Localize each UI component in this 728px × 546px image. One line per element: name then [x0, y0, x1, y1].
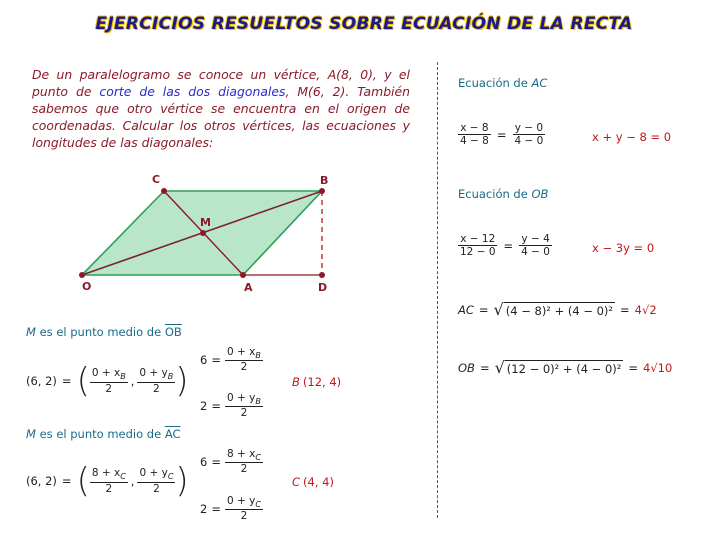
midpoint-m	[200, 230, 206, 236]
line-equation-ob: $\frac{x - 12}{12 - 0}$ = $\frac{y - 4}{4 - 0}$	[460, 233, 550, 258]
label-m: M	[200, 216, 211, 229]
label-a: A	[244, 281, 253, 294]
vertex-o	[79, 272, 85, 278]
intro-text-2: , M(6, 2). También sabemos que otro vértice se encuentra en el origen de coordenadas. Calcular los otros vértices, las ecuaciones y longitudes de las diagonales:	[32, 84, 410, 150]
vertex-d	[319, 272, 325, 278]
midpoint-equation-ob: (6, 2) = ( $\frac{0 + x_B}{2}$ , $\frac{0 + y_B}{2}$ )	[26, 361, 189, 401]
label-o: O	[82, 280, 92, 293]
heading-midpoint-ac: M es el punto medio de $\overline{AC}$	[26, 427, 181, 441]
result-b: B (12, 4)	[292, 375, 342, 389]
vertex-b	[319, 188, 325, 194]
column-divider	[437, 62, 438, 518]
intro-text-1: De un paralelogramo se conoce un vértice, A(8, 0), y el punto de	[32, 67, 410, 99]
vertex-c	[161, 188, 167, 194]
equation-yb: 2 = $\frac{0 + y_B}{2}$	[200, 392, 261, 420]
equation-xc: 6 = $\frac{8 + x_C}{2}$	[200, 448, 261, 476]
equals: =	[61, 374, 72, 388]
length-ob: OB = √ (12 − 0)² + (4 − 0)² = 4√10	[458, 358, 673, 377]
label-c: C	[152, 173, 161, 186]
heading-equation-ob: Ecuación de OB	[458, 187, 549, 201]
midpoint-equation-ac: (6, 2) = ( $\frac{8 + x_C}{2}$ , $\frac{0 + y_C}{2}$ )	[26, 461, 189, 501]
problem-statement	[32, 66, 410, 151]
fraction-x: $\frac{0 + x_B}{2}$	[91, 367, 126, 395]
result-c: C (4, 4)	[292, 475, 334, 489]
page-title: EJERCICIOS RESUELTOS SOBRE ECUACIÓN DE LA RECTA	[95, 14, 633, 34]
parallelogram-figure	[60, 160, 360, 300]
intro-highlight: corte de las dos diagonales	[99, 84, 286, 99]
line-equation-ac: $\frac{x - 8}{4 - 8}$ = $\frac{y - 0}{4 - 0}$	[460, 122, 544, 147]
result-equation-ac: x + y − 8 = 0	[592, 130, 672, 144]
paren-open: (	[76, 361, 90, 401]
equation-xb: 6 = $\frac{0 + x_B}{2}$	[200, 346, 261, 374]
heading-segment: $\overline{OB}$	[164, 325, 182, 339]
heading-equation-ac: Ecuación de AC	[458, 76, 548, 90]
result-equation-ob: x − 3y = 0	[592, 241, 655, 255]
label-d: D	[318, 281, 328, 294]
vertex-a	[240, 272, 246, 278]
equation-yc: 2 = $\frac{0 + y_C}{2}$	[200, 495, 261, 523]
heading-m: M	[26, 325, 36, 339]
paren-close: )	[175, 361, 189, 401]
fraction-y: $\frac{0 + y_B}{2}$	[139, 367, 174, 395]
label-b: B	[320, 174, 329, 187]
heading-text: es el punto medio de	[35, 325, 165, 339]
length-ac: AC = √ (4 − 8)² + (4 − 0)² = 4√2	[458, 300, 657, 319]
lhs: (6, 2)	[26, 374, 57, 388]
heading-midpoint-ob	[26, 325, 182, 339]
